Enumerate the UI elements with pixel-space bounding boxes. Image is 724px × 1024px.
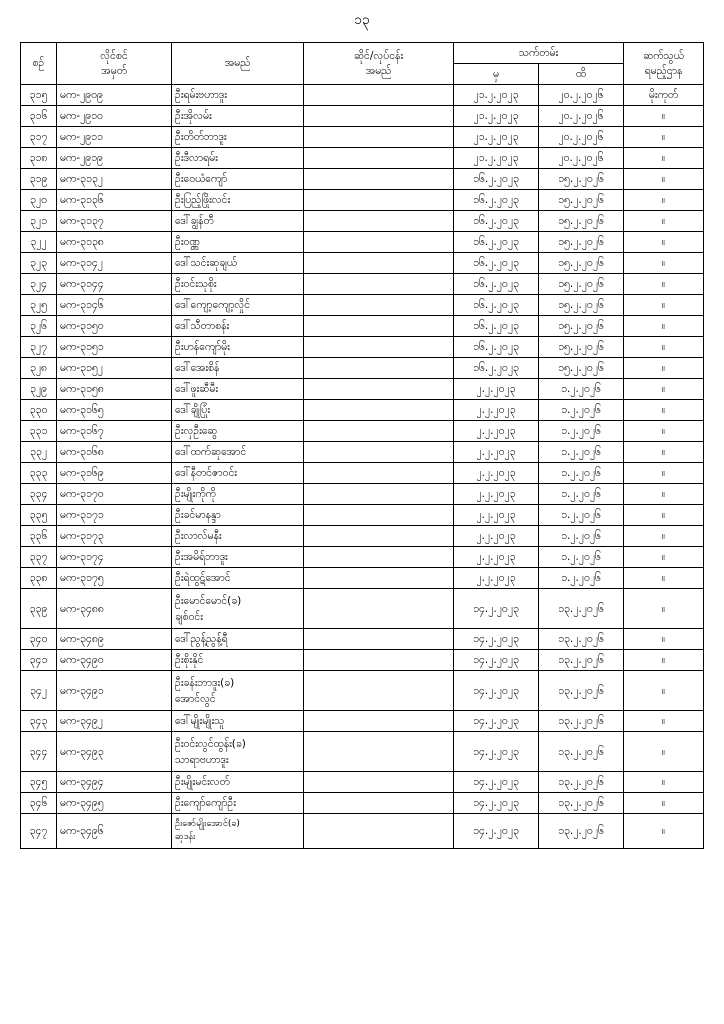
cell-serial: ၃၂၆ [21,316,57,337]
cell-contact-dept: ။ [624,190,704,211]
cell-valid-from: ၁၄.၂.၂၀၂၃ [454,671,539,711]
cell-serial: ၃၃၇ [21,547,57,568]
table-row [21,526,704,547]
table-row [21,547,704,568]
cell-serial: ၃၂၅ [21,295,57,316]
header-license-no: လိုင်စင် အမှတ် [57,43,172,85]
cell-valid-to: ၁၅.၂.၂၀၂၆ [539,169,624,190]
cell-license-no: မက-၂၉၁၁ [57,127,172,148]
cell-license-no: မက-၃၁၇၁ [57,505,172,526]
cell-license-no: မက-၃၁၅၀ [57,316,172,337]
table-row [21,589,704,629]
cell-serial: ၃၃၄ [21,484,57,505]
cell-serial: ၃၄၂ [21,671,57,711]
cell-shop-name [304,547,454,568]
cell-license-no: မက-၃၁၅၁ [57,337,172,358]
cell-contact-dept: ။ [624,169,704,190]
cell-serial: ၃၂၇ [21,337,57,358]
cell-shop-name [304,505,454,526]
cell-shop-name [304,463,454,484]
header-contact-dept: ဆက်သွယ် ရမည့်ဌာန [624,43,704,85]
cell-serial: ၃၃၆ [21,526,57,547]
table-row [21,295,704,316]
cell-contact-dept: ။ [624,148,704,169]
cell-valid-to: ၂၀.၂.၂၀၂၆ [539,106,624,127]
cell-name: ဒေါ်ဖူးဆီမီး [172,379,304,400]
cell-valid-to: ၁.၂.၂၀၂၆ [539,463,624,484]
cell-contact-dept: ။ [624,358,704,379]
cell-license-no: မက-၃၄၉၅ [57,793,172,814]
cell-shop-name [304,358,454,379]
cell-serial: ၃၃၅ [21,505,57,526]
cell-license-no: မက-၃၄၉၆ [57,814,172,849]
cell-serial: ၃၃၈ [21,568,57,589]
cell-serial: ၃၃၀ [21,400,57,421]
table-row [21,505,704,526]
cell-valid-to: ၁၅.၂.၂၀၂၆ [539,232,624,253]
cell-contact-dept: ။ [624,505,704,526]
cell-valid-from: ၂.၂.၂၀၂၃ [454,442,539,463]
cell-contact-dept: ။ [624,671,704,711]
cell-shop-name [304,671,454,711]
cell-shop-name [304,526,454,547]
table-row [21,484,704,505]
cell-valid-from: ၂.၂.၂၀၂၃ [454,526,539,547]
cell-valid-to: ၁.၂.၂၀၂၆ [539,442,624,463]
cell-contact-dept: ။ [624,589,704,629]
table-row [21,400,704,421]
table-row [21,106,704,127]
cell-contact-dept: ။ [624,463,704,484]
cell-shop-name [304,295,454,316]
cell-license-no: မက-၃၁၇၀ [57,484,172,505]
cell-serial: ၃၃၃ [21,463,57,484]
cell-valid-from: ၁၄.၂.၂၀၂၃ [454,629,539,650]
cell-contact-dept: ။ [624,379,704,400]
cell-license-no: မက-၃၁၆၈ [57,442,172,463]
cell-serial: ၃၂၀ [21,190,57,211]
cell-serial: ၃၄၆ [21,793,57,814]
cell-shop-name [304,190,454,211]
cell-name: ဦးမျိုးကိုကို [172,484,304,505]
cell-name: ဦးရမ်းဗဟာဒူး [172,85,304,106]
cell-valid-from: ၁၆.၂.၂၀၂၃ [454,295,539,316]
cell-license-no: မက-၃၄၉၂ [57,711,172,732]
table-row [21,793,704,814]
cell-valid-to: ၁၃.၂.၂၀၂၆ [539,671,624,711]
cell-serial: ၃၃၁ [21,421,57,442]
cell-contact-dept: ။ [624,629,704,650]
cell-name: ဦးကျော်ကျော်ဦး [172,793,304,814]
cell-valid-from: ၁၄.၂.၂၀၂၃ [454,793,539,814]
table-row [21,568,704,589]
cell-serial: ၃၁၈ [21,148,57,169]
header-shop-name: ဆိုင်/လုပ်ငန်း အမည် [304,43,454,85]
cell-contact-dept: ။ [624,127,704,148]
cell-license-no: မက-၃၄၈၈ [57,589,172,629]
cell-contact-dept: ။ [624,295,704,316]
table-row [21,463,704,484]
cell-valid-from: ၁၆.၂.၂၀၂၃ [454,337,539,358]
cell-contact-dept: ။ [624,337,704,358]
cell-serial: ၃၂၂ [21,232,57,253]
cell-valid-to: ၁၅.၂.၂၀၂၆ [539,190,624,211]
cell-valid-to: ၁.၂.၂၀၂၆ [539,568,624,589]
cell-name: ဒေါ်ချွန်တီ [172,211,304,232]
cell-serial: ၃၂၄ [21,274,57,295]
cell-valid-from: ၁၆.၂.၂၀၂၃ [454,169,539,190]
cell-shop-name [304,253,454,274]
cell-valid-from: ၂.၂.၂၀၂၃ [454,463,539,484]
cell-serial: ၃၁၉ [21,169,57,190]
cell-shop-name [304,232,454,253]
cell-valid-from: ၁၆.၂.၂၀၂၃ [454,190,539,211]
page-number: ၁၃ [354,12,370,28]
cell-contact-dept: ။ [624,547,704,568]
cell-name: ဒေါ်သီတာစန်း [172,316,304,337]
cell-serial: ၃၃၂ [21,442,57,463]
cell-valid-from: ၁၄.၂.၂၀၂၃ [454,772,539,793]
cell-shop-name [304,211,454,232]
cell-valid-from: ၂.၂.၂၀၂၃ [454,547,539,568]
table-row [21,650,704,671]
cell-name: ဦးမောင်မောင်(ခ) ချစ်ဝင်း [172,589,304,629]
cell-shop-name [304,274,454,295]
cell-name: ဒေါ်ညွန့်ညွန့်ရီ [172,629,304,650]
table-row [21,421,704,442]
cell-serial: ၃၁၅ [21,85,57,106]
cell-contact-dept: ။ [624,814,704,849]
cell-shop-name [304,442,454,463]
cell-valid-to: ၁.၂.၂၀၂၆ [539,484,624,505]
cell-license-no: မက-၃၁၃၆ [57,190,172,211]
cell-name: ဦးခင်မာနန္ဒာ [172,505,304,526]
cell-license-no: မက-၃၁၅၂ [57,358,172,379]
cell-license-no: မက-၃၄၈၉ [57,629,172,650]
cell-valid-to: ၁၃.၂.၂၀၂၆ [539,650,624,671]
cell-contact-dept: ။ [624,526,704,547]
cell-contact-dept: ။ [624,253,704,274]
cell-license-no: မက-၂၉၁၉ [57,148,172,169]
table-row [21,629,704,650]
cell-valid-to: ၁၅.၂.၂၀၂၆ [539,211,624,232]
table-row [21,127,704,148]
cell-valid-from: ၁၆.၂.၂၀၂၃ [454,358,539,379]
cell-serial: ၃၃၉ [21,589,57,629]
cell-valid-to: ၁၃.၂.၂၀၂၆ [539,814,624,849]
cell-license-no: မက-၃၁၇၄ [57,547,172,568]
cell-shop-name [304,568,454,589]
header-name: အမည် [172,43,304,85]
table-row [21,211,704,232]
cell-valid-from: ၂.၂.၂၀၂၃ [454,379,539,400]
table-body [21,85,704,849]
cell-valid-from: ၂.၂.၂၀၂၃ [454,568,539,589]
table-row [21,274,704,295]
cell-shop-name [304,127,454,148]
cell-shop-name [304,732,454,772]
cell-valid-to: ၂၀.၂.၂၀၂၆ [539,127,624,148]
cell-name: ဦးမျိုးမင်းလတ် [172,772,304,793]
cell-shop-name [304,337,454,358]
cell-license-no: မက-၃၁၇၃ [57,526,172,547]
cell-shop-name [304,772,454,793]
cell-valid-to: ၁၃.၂.၂၀၂၆ [539,629,624,650]
cell-license-no: မက-၃၁၄၆ [57,295,172,316]
cell-name: ဦးခန်းဘာဒူး(ခ) အောင်လွင် [172,671,304,711]
cell-serial: ၃၄၄ [21,732,57,772]
cell-valid-from: ၁၄.၂.၂၀၂၃ [454,732,539,772]
cell-valid-to: ၁.၂.၂၀၂၆ [539,547,624,568]
cell-serial: ၃၂၉ [21,379,57,400]
table-row [21,358,704,379]
cell-valid-from: ၁၄.၂.၂၀၂၃ [454,711,539,732]
cell-serial: ၃၄၁ [21,650,57,671]
cell-name: ဒေါ်အေးစိန် [172,358,304,379]
table-row [21,190,704,211]
cell-contact-dept: ။ [624,316,704,337]
cell-name: ဦးအမိရ်ဘာဒူး [172,547,304,568]
cell-valid-to: ၁၅.၂.၂၀၂၆ [539,337,624,358]
header-validity: သက်တမ်း [454,43,624,64]
cell-serial: ၃၂၁ [21,211,57,232]
cell-name: ဦးဟန်ကျော်မိုး [172,337,304,358]
cell-valid-from: ၂၁.၂.၂၀၂၃ [454,148,539,169]
cell-name: ဒေါ်နီတင်ဇာဝင်း [172,463,304,484]
cell-license-no: မက-၃၄၉၀ [57,650,172,671]
cell-name: ဦးအိုလမ်း [172,106,304,127]
cell-valid-to: ၂၀.၂.၂၀၂၆ [539,148,624,169]
cell-name: ဒေါ်ကျော့ကျော့လှိုင် [172,295,304,316]
table-row [21,232,704,253]
cell-valid-to: ၁.၂.၂၀၂၆ [539,379,624,400]
cell-name: ဒေါ်မျိုးမျိုးသူ [172,711,304,732]
cell-license-no: မက-၃၁၇၅ [57,568,172,589]
cell-valid-to: ၁.၂.၂၀၂၆ [539,526,624,547]
cell-shop-name [304,85,454,106]
cell-valid-from: ၁၄.၂.၂၀၂၃ [454,589,539,629]
cell-contact-dept: ။ [624,772,704,793]
cell-serial: ၃၄၇ [21,814,57,849]
cell-license-no: မက-၃၁၆၅ [57,400,172,421]
cell-contact-dept: ။ [624,211,704,232]
cell-serial: ၃၂၃ [21,253,57,274]
cell-name: ဦးလာလ်မနီး [172,526,304,547]
cell-valid-from: ၁၆.၂.၂၀၂၃ [454,253,539,274]
cell-contact-dept: ။ [624,732,704,772]
cell-contact-dept: ။ [624,568,704,589]
cell-shop-name [304,169,454,190]
cell-valid-to: ၁၃.၂.၂၀၂၆ [539,732,624,772]
header-to: ထိ [539,64,624,85]
cell-valid-from: ၂.၂.၂၀၂၃ [454,484,539,505]
cell-license-no: မက-၃၄၉၁ [57,671,172,711]
cell-name: ဦးရဲထွဋ်အောင် [172,568,304,589]
table-row [21,316,704,337]
cell-name: ဦးပြည့်ဖြိုးလင်း [172,190,304,211]
cell-valid-to: ၁.၂.၂၀၂၆ [539,421,624,442]
cell-valid-from: ၁၆.၂.၂၀၂၃ [454,274,539,295]
cell-valid-from: ၂၁.၂.၂၀၂၃ [454,127,539,148]
cell-valid-to: ၁၃.၂.၂၀၂၆ [539,589,624,629]
cell-license-no: မက-၃၁၃၇ [57,211,172,232]
cell-contact-dept: ။ [624,421,704,442]
cell-license-no: မက-၃၁၃၂ [57,169,172,190]
cell-shop-name [304,148,454,169]
cell-contact-dept: ။ [624,793,704,814]
cell-license-no: မက-၃၁၅၈ [57,379,172,400]
table-row [21,772,704,793]
cell-valid-to: ၂၀.၂.၂၀၂၆ [539,85,624,106]
cell-valid-from: ၂.၂.၂၀၂၃ [454,505,539,526]
cell-name: ဦးဒီလာရမ်း [172,148,304,169]
table-row [21,711,704,732]
cell-shop-name [304,379,454,400]
cell-contact-dept: ။ [624,400,704,421]
cell-valid-from: ၁၆.၂.၂၀၂၃ [454,316,539,337]
cell-shop-name [304,421,454,442]
cell-serial: ၃၄၃ [21,711,57,732]
license-register-table [20,42,704,849]
cell-license-no: မက-၃၁၄၄ [57,274,172,295]
cell-shop-name [304,589,454,629]
cell-valid-to: ၁၃.၂.၂၀၂၆ [539,711,624,732]
cell-serial: ၃၁၇ [21,127,57,148]
cell-serial: ၃၄၀ [21,629,57,650]
table-row [21,169,704,190]
cell-license-no: မက-၃၁၄၂ [57,253,172,274]
cell-shop-name [304,400,454,421]
cell-valid-from: ၂.၂.၂၀၂၃ [454,400,539,421]
cell-serial: ၃၄၅ [21,772,57,793]
cell-valid-to: ၁.၂.၂၀၂၆ [539,505,624,526]
cell-contact-dept: ။ [624,711,704,732]
header-serial: စဉ် [21,43,57,85]
cell-name: ဦးဇော်မျိုးအောင်(ခ) ဆုဒန်း [172,814,304,849]
table-row [21,337,704,358]
cell-contact-dept: ။ [624,484,704,505]
cell-shop-name [304,814,454,849]
cell-name: ဦးလှဦးဆွေ [172,421,304,442]
cell-valid-to: ၁၃.၂.၂၀၂၆ [539,772,624,793]
table-row [21,671,704,711]
cell-valid-to: ၁၅.၂.၂၀၂၆ [539,358,624,379]
cell-valid-from: ၁၆.၂.၂၀၂၃ [454,211,539,232]
cell-valid-to: ၁.၂.၂၀၂၆ [539,400,624,421]
table-row [21,379,704,400]
cell-shop-name [304,316,454,337]
cell-contact-dept: ။ [624,232,704,253]
table-row [21,814,704,849]
cell-shop-name [304,484,454,505]
cell-valid-to: ၁၅.၂.၂၀၂၆ [539,295,624,316]
cell-valid-to: ၁၅.၂.၂၀၂၆ [539,253,624,274]
cell-contact-dept: ။ [624,650,704,671]
cell-serial: ၃၂၈ [21,358,57,379]
cell-valid-to: ၁၅.၂.၂၀၂၆ [539,274,624,295]
cell-valid-to: ၁၅.၂.၂၀၂၆ [539,316,624,337]
cell-contact-dept: မိုးကုတ် [624,85,704,106]
cell-name: ဦးစိုးနိုင် [172,650,304,671]
cell-contact-dept: ။ [624,442,704,463]
cell-name: ဦးဝဏ္ဏ [172,232,304,253]
cell-license-no: မက-၂၉၀၉ [57,85,172,106]
cell-valid-from: ၁၄.၂.၂၀၂၃ [454,650,539,671]
cell-name: ဦးတိတ်ဘာဒူး [172,127,304,148]
table-row [21,732,704,772]
cell-license-no: မက-၂၉၁၀ [57,106,172,127]
cell-license-no: မက-၃၁၆၉ [57,463,172,484]
table-row [21,148,704,169]
cell-name: ဒေါ်သင်းဆုချယ် [172,253,304,274]
table-row [21,85,704,106]
cell-valid-to: ၁၃.၂.၂၀၂၆ [539,793,624,814]
table-row [21,442,704,463]
cell-contact-dept: ။ [624,274,704,295]
cell-license-no: မက-၃၁၆၇ [57,421,172,442]
cell-license-no: မက-၃၄၉၄ [57,772,172,793]
cell-contact-dept: ။ [624,106,704,127]
cell-name: ဦးဝင်းလွင်ထွန်း(ခ) သာရာဗဟာဒူး [172,732,304,772]
cell-serial: ၃၁၆ [21,106,57,127]
table-header [21,43,704,85]
cell-shop-name [304,629,454,650]
cell-license-no: မက-၃၄၉၃ [57,732,172,772]
cell-name: ဦးဝေယံကျော် [172,169,304,190]
cell-shop-name [304,793,454,814]
cell-valid-from: ၂၁.၂.၂၀၂၃ [454,85,539,106]
cell-name: ဒေါ်ချိုပြုံး [172,400,304,421]
cell-valid-from: ၂၁.၂.၂၀၂၃ [454,106,539,127]
cell-valid-from: ၁၄.၂.၂၀၂၃ [454,814,539,849]
header-from: မှ [454,64,539,85]
cell-name: ဒေါ်ထက်ဆုအောင် [172,442,304,463]
table-row [21,253,704,274]
cell-shop-name [304,650,454,671]
cell-name: ဦးဝင်းသုစိုး [172,274,304,295]
cell-valid-from: ၂.၂.၂၀၂၃ [454,421,539,442]
cell-shop-name [304,711,454,732]
cell-valid-from: ၁၆.၂.၂၀၂၃ [454,232,539,253]
cell-license-no: မက-၃၁၃၈ [57,232,172,253]
cell-shop-name [304,106,454,127]
